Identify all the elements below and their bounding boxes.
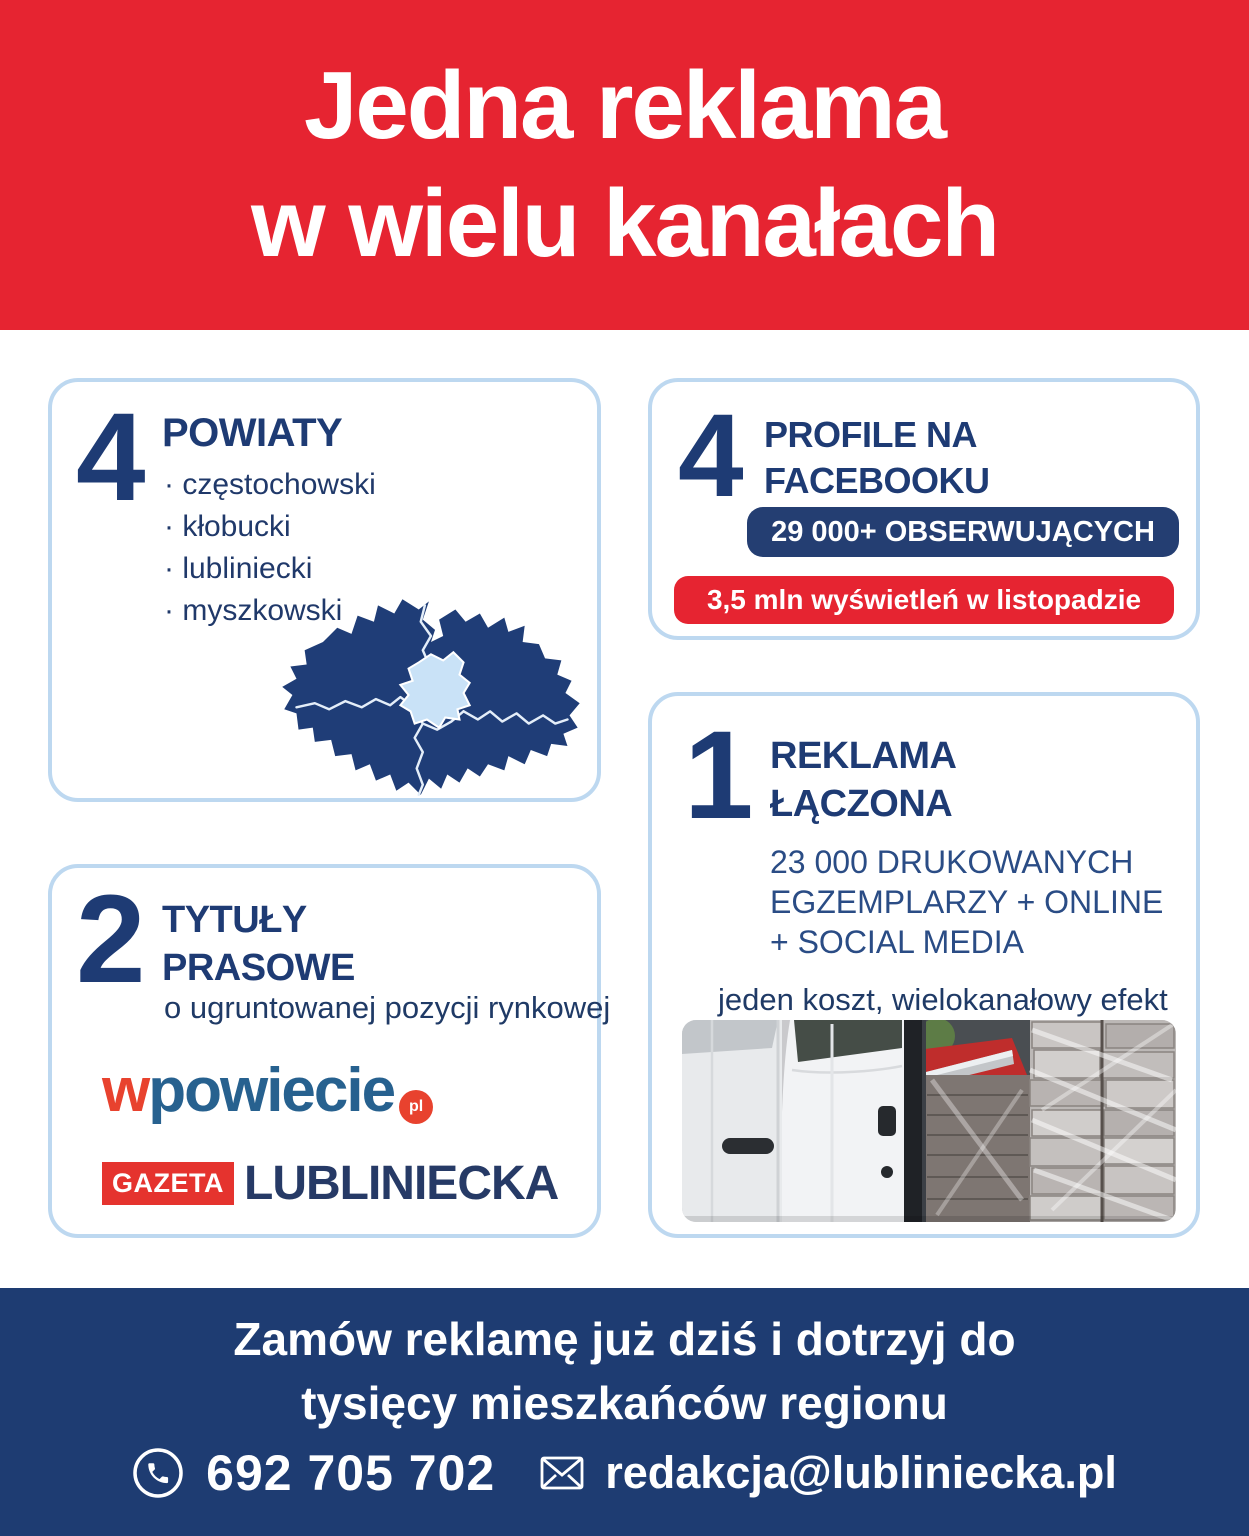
- card-tytuly: [48, 864, 611, 1238]
- facebook-title: [764, 412, 990, 504]
- facebook-title-line2: FACEBOOKU: [764, 460, 990, 501]
- facebook-title-line1: PROFILE NA: [764, 414, 978, 455]
- views-badge: 3,5 mln wyświetleń w listopadzie: [674, 576, 1174, 624]
- wpowiecie-logo: [102, 1056, 433, 1125]
- wpowiecie-logo-pl-badge: pl: [399, 1090, 433, 1124]
- reklama-count: 1: [684, 706, 750, 845]
- reklama-title: [770, 732, 956, 828]
- powiat-item: · lubliniecki: [164, 548, 376, 590]
- header-banner: [0, 0, 1249, 330]
- tytuly-title-line1: TYTUŁY: [162, 899, 307, 941]
- footer-banner: [0, 1288, 1249, 1536]
- powiaty-count: 4: [76, 388, 142, 527]
- reklama-body: [770, 842, 1163, 962]
- gazeta-logo-name: LUBLINIECKA: [244, 1157, 559, 1210]
- card-reklama: [648, 692, 1200, 1238]
- newspapers-photo: [682, 1020, 1176, 1222]
- tytuly-subtitle: o ugruntowanej pozycji rynkowej: [164, 990, 611, 1025]
- card-powiaty: [48, 378, 601, 802]
- page-title-line1: Jedna reklama: [303, 52, 946, 159]
- facebook-count: 4: [678, 390, 740, 522]
- card-facebook: [648, 378, 1200, 640]
- phone-icon: [132, 1447, 184, 1499]
- region-map-svg: [270, 585, 596, 801]
- envelope-icon: [539, 1455, 585, 1491]
- footer-contact-row: [0, 1444, 1249, 1502]
- newspapers-photo-svg: [682, 1020, 1176, 1222]
- reklama-note: jeden koszt, wielokanałowy efekt: [718, 982, 1168, 1017]
- reklama-body-line2: EGZEMPLARZY + ONLINE: [770, 884, 1164, 920]
- followers-badge: 29 000+ OBSERWUJĄCYCH: [747, 507, 1179, 557]
- wpowiecie-logo-rest: powiecie: [148, 1056, 395, 1125]
- footer-cta-line1: Zamów reklamę już dziś i dotrzyj do: [233, 1313, 1016, 1365]
- email-address: redakcja@lubliniecka.pl: [605, 1447, 1117, 1498]
- powiat-item: · kłobucki: [164, 506, 376, 548]
- reklama-title-line2: ŁĄCZONA: [770, 783, 953, 825]
- reklama-title-line1: REKLAMA: [770, 735, 957, 777]
- powiat-item: · częstochowski: [164, 464, 376, 506]
- reklama-body-line3: + SOCIAL MEDIA: [770, 924, 1024, 960]
- reklama-body-line1: 23 000 DRUKOWANYCH: [770, 844, 1134, 880]
- powiaty-title: POWIATY: [162, 411, 343, 455]
- gazeta-logo-box: GAZETA: [102, 1162, 234, 1205]
- page-title-line2: w wielu kanałach: [251, 170, 998, 277]
- tytuly-title-line2: PRASOWE: [162, 947, 355, 989]
- tytuly-title: [162, 896, 355, 992]
- tytuly-count: 2: [76, 870, 142, 1009]
- powiat-item: · myszkowski: [164, 590, 376, 632]
- wpowiecie-logo-w: w: [102, 1056, 149, 1125]
- gazeta-lubliniecka-logo: [102, 1156, 558, 1211]
- footer-cta-line2: tysięcy mieszkańców regionu: [301, 1377, 948, 1429]
- phone-number: 692 705 702: [206, 1445, 496, 1501]
- region-map: [270, 585, 596, 801]
